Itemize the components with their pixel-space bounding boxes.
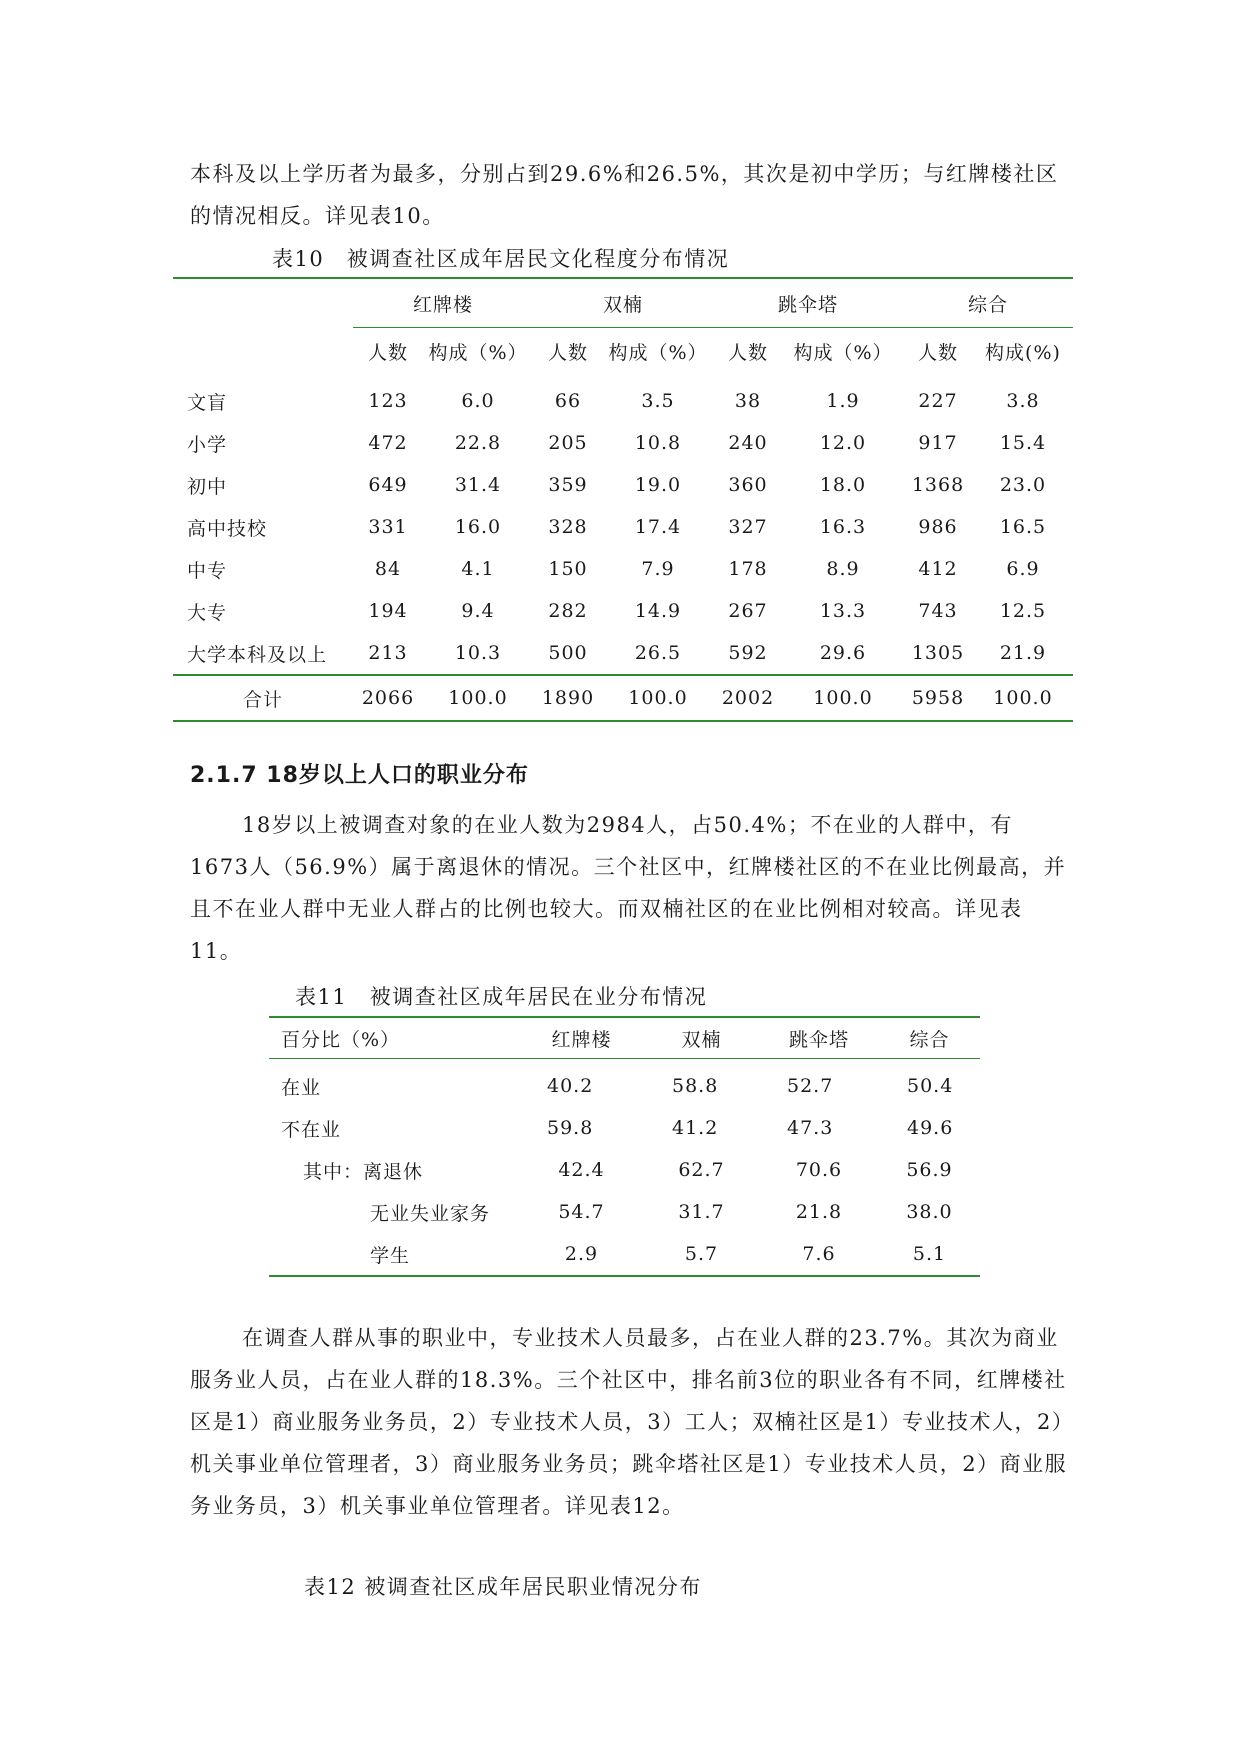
table11-header-cell: 综合 [879,1017,980,1059]
cell: 70.6 [795,1159,843,1181]
row-label: 高中技校 [187,517,268,540]
table-row [173,422,1073,464]
row-label: 不在业 [281,1118,342,1141]
cell: 12.0 [819,432,867,454]
table11-header-cell: 双楠 [644,1017,759,1059]
row-label: 在业 [281,1076,322,1099]
cell: 29.6 [819,642,867,664]
cell: 331 [368,516,408,538]
table10-caption: 表10 被调查社区成年居民文化程度分布情况 [272,247,730,271]
cell: 100.0 [973,675,1073,721]
table-row [269,1149,980,1191]
cell: 54.7 [558,1201,605,1223]
section-heading: 2.1.7 18岁以上人口的职业分布 [190,763,529,788]
cell: 10.8 [634,432,682,454]
cell: 6.0 [461,390,495,412]
cell: 59.8 [547,1117,594,1139]
row-label: 初中 [187,475,228,498]
table10-corner [173,278,353,328]
cell: 5.1 [912,1243,947,1265]
table10-subheader-cell: 构成（%） [428,341,528,364]
cell: 1368 [911,474,965,496]
cell: 10.3 [454,642,502,664]
cell: 592 [728,642,768,664]
cell: 649 [368,474,408,496]
table-row [269,1191,980,1233]
cell: 40.2 [547,1075,594,1097]
cell: 8.9 [826,558,860,580]
table10-group-zonghe: 综合 [903,278,1073,328]
cell: 500 [548,642,588,664]
row-label [269,1149,519,1191]
table10-subheader-cell: 人数 [547,341,588,364]
table10-subheader [173,328,1073,375]
table10-total-row [173,675,1073,721]
cell: 26.5 [634,642,682,664]
cell: 52.7 [787,1075,834,1097]
cell: 359 [548,474,588,496]
cell: 227 [918,390,958,412]
cell: 472 [368,432,408,454]
cell: 7.9 [641,558,675,580]
cell: 412 [918,558,958,580]
cell: 3.5 [641,390,675,412]
row-label: 大专 [187,601,228,624]
cell: 743 [918,600,958,622]
row-label: 小学 [187,433,228,456]
cell: 2002 [713,675,783,721]
table12-caption: 表12 被调查社区成年居民职业情况分布 [304,1575,702,1599]
cell: 84 [374,558,402,580]
cell: 328 [548,516,588,538]
table-row [269,1233,980,1276]
row-label: 中专 [187,559,228,582]
cell: 240 [728,432,768,454]
row-prefix: 其中： [303,1160,364,1183]
cell: 62.7 [678,1159,725,1181]
table-row [173,632,1073,675]
cell: 360 [728,474,768,496]
cell: 31.7 [678,1201,725,1223]
table10-group-shuangnan: 双楠 [533,278,713,328]
cell: 213 [368,642,408,664]
table10-subheader-cell: 构成(%) [985,341,1061,364]
cell: 4.1 [461,558,495,580]
cell: 6.9 [1006,558,1040,580]
table10-subheader-cell: 构成（%） [793,341,893,364]
cell: 178 [728,558,768,580]
table-row [173,506,1073,548]
table-row [173,464,1073,506]
cell: 49.6 [907,1117,954,1139]
cell: 38 [734,390,762,412]
cell: 23.0 [999,474,1047,496]
cell: 2.9 [564,1243,599,1265]
cell: 58.8 [672,1075,719,1097]
cell: 986 [918,516,958,538]
row-label: 无业失业家务 [370,1202,491,1225]
cell: 12.5 [999,600,1047,622]
table-row [269,1059,980,1108]
cell: 21.9 [999,642,1047,664]
cell: 123 [368,390,408,412]
cell: 66 [554,390,582,412]
total-label: 合计 [173,675,353,721]
cell: 100.0 [423,675,533,721]
cell: 47.3 [787,1117,834,1139]
cell: 9.4 [461,600,495,622]
row-label: 学生 [370,1244,411,1267]
cell: 7.6 [802,1243,836,1265]
cell: 5958 [903,675,973,721]
cell: 282 [548,600,588,622]
cell: 150 [548,558,588,580]
occupation-paragraph: 18岁以上被调查对象的在业人数为2984人，占50.4%；不在业的人群中，有1673人（56.9%）属于离退休的情况。三个社区中，红牌楼社区的不在业比例最高，并且不在业人群中无业人群占的比例也较大。而双楠社区的在业比例相对较高。详见表11。 [190,813,1067,963]
table10-subheader-cell: 人数 [917,341,958,364]
cell: 22.8 [454,432,502,454]
cell: 100.0 [603,675,713,721]
table11-employment [269,1016,980,1277]
cell: 3.8 [1006,390,1040,412]
table11-header-cell: 红牌楼 [519,1017,644,1059]
cell: 15.4 [999,432,1047,454]
cell: 21.8 [795,1201,843,1223]
intro-paragraph: 本科及以上学历者为最多，分别占到29.6%和26.5%，其次是初中学历；与红牌楼社区的情况相反。详见表10。 [190,162,1059,228]
cell: 2066 [353,675,423,721]
cell: 41.2 [672,1117,719,1139]
cell: 19.0 [634,474,682,496]
cell: 38.0 [906,1201,953,1223]
cell: 13.3 [819,600,867,622]
jobs-paragraph: 在调查人群从事的职业中，专业技术人员最多，占在业人群的23.7%。其次为商业服务业人员，占在业人群的18.3%。三个社区中，排名前3位的职业各有不同，红牌楼社区是1）商业服务业务员，2）专业技术人员，3）工人；双楠社区是1）专业技术人，2）机关事业单位管理者，3）商业服务业务员；跳伞塔社区是1）专业技术人员，2）商业服务业务员，3）机关事业单位管理者。详见表12。 [190,1326,1068,1518]
cell: 194 [368,600,408,622]
table11-header [269,1017,980,1059]
row-label: 大学本科及以上 [187,643,328,666]
cell: 100.0 [783,675,903,721]
cell: 1305 [911,642,965,664]
cell: 205 [548,432,588,454]
table10-group-tiaosanta: 跳伞塔 [713,278,903,328]
row-label: 文盲 [187,391,228,414]
table10-group-header [173,278,1073,328]
table-row [173,548,1073,590]
cell: 56.9 [906,1159,953,1181]
cell: 42.4 [558,1159,605,1181]
cell: 1890 [533,675,603,721]
table10-education [173,277,1073,722]
table10-subheader-cell: 人数 [727,341,768,364]
cell: 31.4 [454,474,502,496]
cell: 327 [728,516,768,538]
cell: 16.0 [454,516,502,538]
table10-subheader-cell: 构成（%） [608,341,708,364]
table10-subheader-cell: 人数 [367,341,408,364]
cell: 5.7 [684,1243,719,1265]
cell: 267 [728,600,768,622]
cell: 1.9 [826,390,860,412]
table11-header-cell: 百分比（%） [269,1017,519,1059]
table11-header-cell: 跳伞塔 [759,1017,879,1059]
cell: 917 [918,432,958,454]
cell: 50.4 [907,1075,954,1097]
cell: 18.0 [819,474,867,496]
table11-caption: 表11 被调查社区成年居民在业分布情况 [295,985,708,1009]
table-row [173,374,1073,422]
row-label-text: 离退休 [363,1160,424,1183]
cell: 16.3 [819,516,867,538]
table-row [269,1107,980,1149]
cell: 14.9 [634,600,682,622]
cell: 17.4 [634,516,682,538]
cell: 16.5 [999,516,1047,538]
table10-group-hongpailou: 红牌楼 [353,278,533,328]
table-row [173,590,1073,632]
